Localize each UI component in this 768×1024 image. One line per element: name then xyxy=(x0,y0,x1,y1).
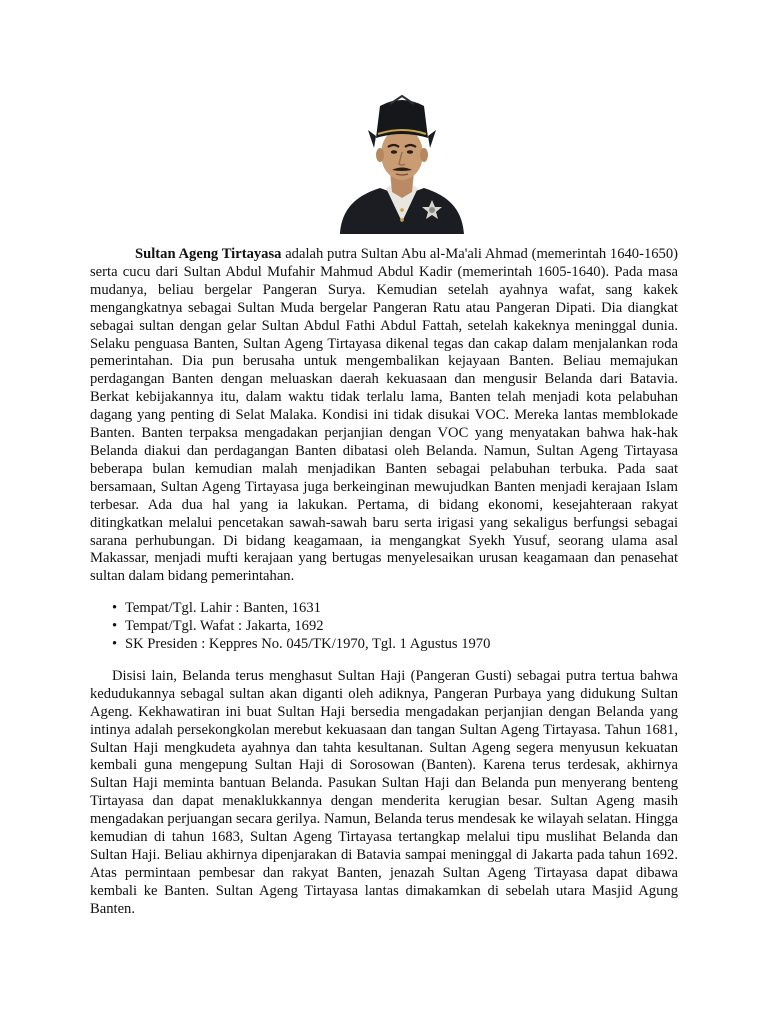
biodata-list xyxy=(90,600,678,654)
intro-paragraph-text: adalah putra Sultan Abu al-Ma'ali Ahmad (memerintah 1640-1650) serta cucu dari Sultan Abdul Mufahir Mahmud Abdul Kadir (memerintah 1605-1640). Pada masa mudanya, beliau bergelar Pangeran Surya. Kemudian setelah ayahnya wafat, sang kakek mengangkatnya sebagai Sultan Muda bergelar Pangeran Ratu atau Pangeran Dipati. Dia diangkat sebagai sultan dengan gelar Sultan Abdul Fathi Abdul Fattah, setelah kakeknya meninggal dunia. Selaku penguasa Banten, Sultan Ageng Tirtayasa dikenal tegas dan cakap dalam menjalankan roda pemerintahan. Dia pun berusaha untuk mengembalikan kejayaan Banten. Beliau memajukan perdagangan Banten dengan meluaskan daerah kekuasaan dan mengusir Belanda dari Batavia. Berkat kebijakannya itu, dalam waktu tidak terlalu lama, Banten telah menjadi kota pelabuhan dagang yang penting di Selat Malaka. Kondisi ini tidak disukai VOC. Mereka lantas memblokade Banten. Banten terpaksa mengadakan perjanjian dengan VOC yang menyatakan bahwa hak-hak Belanda diakui dan perdagangan Banten dibatasi oleh Belanda. Namun, Sultan Ageng Tirtayasa beberapa bulan kemudian malah menjadikan Banten sebagai pelabuhan terbuka. Pada saat bersamaan, Sultan Ageng Tirtayasa juga berkeinginan mewujudkan Banten menjadi kerajaan Islam terbesar. Ada dua hal yang ia lakukan. Pertama, di bidang ekonomi, kesejahteraan rakyat ditingkatkan melalui pencetakan sawah-sawah baru serta irigasi yang sekaligus berfungsi sebagai sarana perhubungan. Di bidang keagamaan, ia mengangkat Syekh Yusuf, seorang ulama asal Makassar, menjadi mufti kerajaan yang bertugas menyelesaikan urusan keagamaan dan penasehat sultan dalam bidang pemerintahan. xyxy=(90,246,679,585)
history-paragraph: Disisi lain, Belanda terus menghasut Sultan Haji (Pangeran Gusti) sebagai putra tertua bahwa kedudukannya sebagal sultan akan diganti oleh adiknya, Pangeran Purbaya yang didukung Sultan Ageng. Kekhawatiran ini buat Sultan Haji bersedia mengadakan perjanjian dengan Belanda yang intinya adalah persekongkolan merebut kekuasaan dan tangan Sultan Ageng Tirtayasa. Tahun 1681, Sultan Haji mengkudeta ayahnya dan tahta kesultanan. Sultan Ageng segera menyusun kekuatan kembali guna mengepung Sultan Haji di Sorosowan (Banten). Karena terus terdesak, akhirnya Sultan Haji meminta bantuan Belanda. Pasukan Sultan Haji dan Belanda pun menyerang benteng Tirtayasa dan dapat menaklukkannya dengan menderita kerugian besar. Sultan Ageng masih mengadakan perjuangan secara gerilya. Namun, Belanda terus mendesak ke wilayah selatan. Hingga kemudian di tahun 1683, Sultan Ageng Tirtayasa tertangkap melalui tipu muslihat Belanda dan Sultan Haji. Beliau akhirnya dipenjarakan di Batavia sampai meninggal di Jakarta pada tahun 1692. Atas permintaan pembesar dan rakyat Banten, jenazah Sultan Ageng Tirtayasa dapat dibawa kembali ke Banten. Sultan Ageng Tirtayasa lantas dimakamkan di sebelah utara Masjid Agung Banten. xyxy=(90,667,678,917)
list-item-death: • Tempat/Tgl. Wafat : Jakarta, 1692 xyxy=(112,618,324,635)
bullet-icon: • xyxy=(112,600,118,617)
list-item-decree: • SK Presiden : Keppres No. 045/TK/1970, Tgl. 1 Agustus 1970 xyxy=(112,636,491,653)
intro-paragraph xyxy=(90,246,678,586)
sultan-portrait-image xyxy=(332,92,472,234)
list-item-birth: • Tempat/Tgl. Lahir : Banten, 1631 xyxy=(112,600,321,617)
bullet-icon: • xyxy=(112,618,118,635)
bullet-icon: • xyxy=(112,636,118,653)
article-body xyxy=(90,246,678,919)
sultan-name-bold: Sultan Ageng Tirtayasa xyxy=(135,246,282,262)
